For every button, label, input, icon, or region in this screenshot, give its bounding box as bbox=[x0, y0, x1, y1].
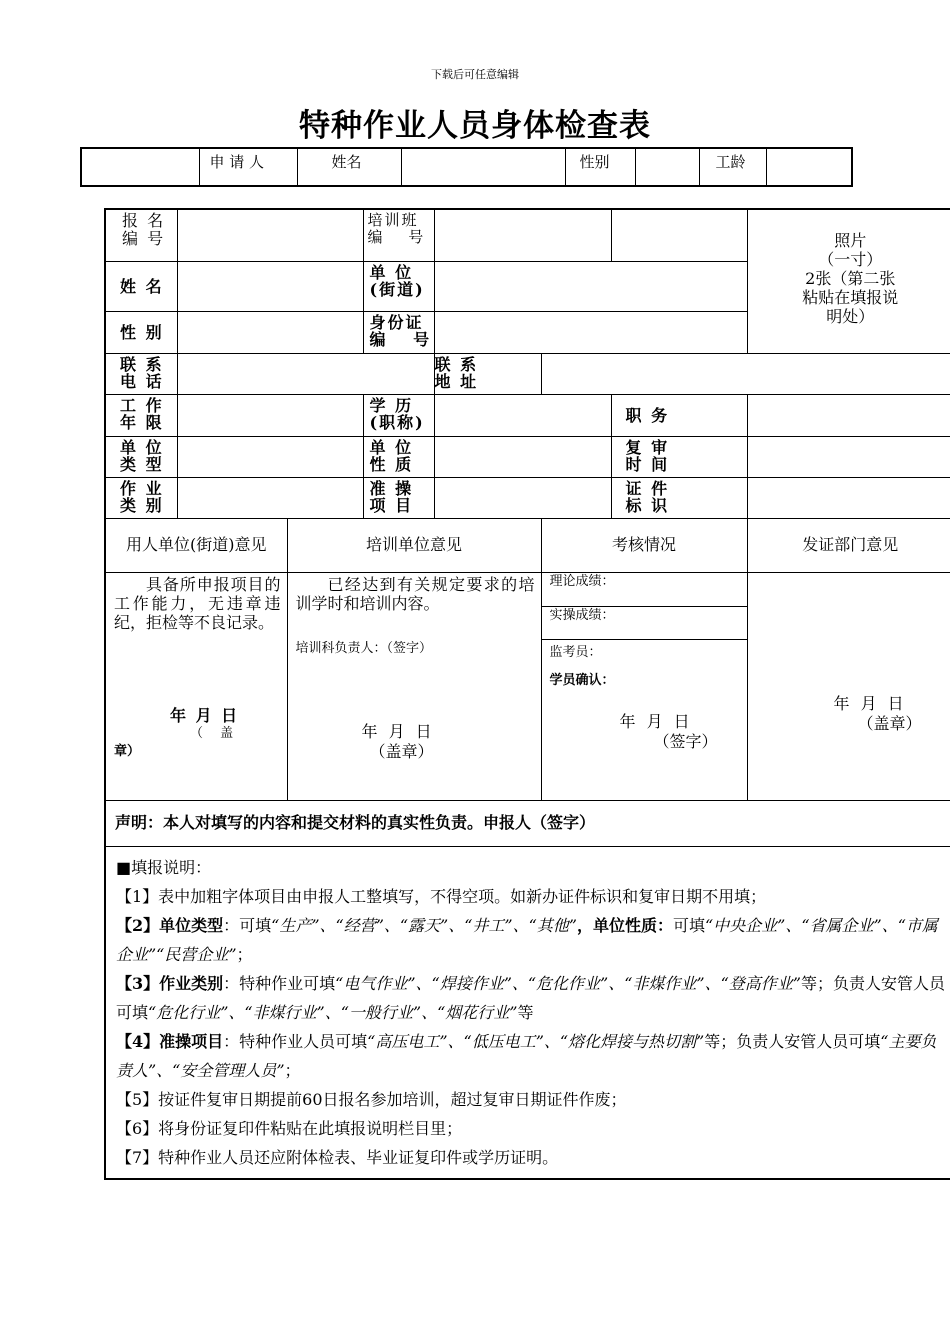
phone-field[interactable] bbox=[177, 353, 434, 394]
applicant-label: 申 请 人 bbox=[199, 148, 297, 186]
note-1: 【1】表中加粗字体项目由申报人工整填写，不得空项。如新办证件标识和复审日期不用填； bbox=[116, 886, 767, 906]
name-label: 姓名 bbox=[297, 148, 401, 186]
theory-score: 理论成绩： bbox=[542, 573, 747, 607]
unit-street-field[interactable] bbox=[434, 261, 747, 311]
class-no-extra-field[interactable] bbox=[611, 209, 747, 261]
address-field[interactable] bbox=[541, 353, 950, 394]
work-years-field[interactable] bbox=[177, 394, 363, 436]
gender-label: 性 别 bbox=[105, 311, 177, 353]
exam-sign: （签字） bbox=[653, 731, 718, 751]
seniority-field[interactable] bbox=[766, 148, 852, 186]
job-category-label: 作 业 类 别 bbox=[105, 477, 177, 518]
position-field[interactable] bbox=[747, 394, 950, 436]
employer-opinion-text: 具备所申报项目的工作能力，无违章违纪，拒检等不良记录。 bbox=[114, 574, 281, 632]
education-field[interactable] bbox=[434, 394, 611, 436]
issuer-date: 年 月 日 bbox=[833, 693, 907, 713]
unit-type-label: 单 位 类 型 bbox=[105, 436, 177, 477]
training-seal: （盖章） bbox=[369, 741, 434, 761]
position-label: 职 务 bbox=[611, 394, 747, 436]
permit-item-field[interactable] bbox=[434, 477, 611, 518]
cert-mark-field[interactable] bbox=[747, 477, 950, 518]
training-opinion-header: 培训单位意见 bbox=[287, 518, 541, 572]
employer-opinion-cell bbox=[105, 572, 287, 800]
notes-title: ■填报说明： bbox=[116, 857, 212, 877]
issuer-opinion-header: 发证部门意见 bbox=[747, 518, 950, 572]
application-form-table bbox=[104, 208, 950, 1180]
job-category-field[interactable] bbox=[177, 477, 363, 518]
phone-label: 联 系 电 话 bbox=[105, 353, 177, 394]
exam-date: 年 月 日 bbox=[619, 711, 693, 731]
training-opinion-text: 已经达到有关规定要求的培训学时和培训内容。 bbox=[295, 574, 535, 613]
address-label: 联 系 地 址 bbox=[434, 353, 541, 394]
reg-no-label: 报 名 编 号 bbox=[105, 209, 177, 261]
work-years-label: 工 作 年 限 bbox=[105, 394, 177, 436]
gender-field[interactable] bbox=[177, 311, 363, 353]
unit-street-label: 单 位 (街道) bbox=[363, 261, 434, 311]
training-opinion-cell bbox=[287, 572, 541, 800]
student-confirm: 学员确认： bbox=[549, 673, 615, 689]
assessment-cell bbox=[541, 572, 747, 800]
practice-score: 实操成绩： bbox=[542, 607, 747, 640]
issuer-opinion-cell bbox=[747, 572, 950, 800]
gender-field[interactable] bbox=[635, 148, 699, 186]
name-field[interactable] bbox=[177, 261, 363, 311]
blank-cell bbox=[81, 148, 199, 186]
review-time-field[interactable] bbox=[747, 436, 950, 477]
review-time-label: 复 审 时 间 bbox=[611, 436, 747, 477]
declaration: 声明：本人对填写的内容和提交材料的真实性负责。申报人（签字） bbox=[105, 800, 950, 846]
assessment-header: 考核情况 bbox=[541, 518, 747, 572]
note-3: 【3】作业类别：特种作业可填“电气作业”、“焊接作业”、“危化作业”、“非煤作业”、“登高作业”等；负责人安管人员可填“危化行业”、“非煤行业”、“一般行业”、“烟花行业”等 bbox=[116, 973, 945, 1022]
note-2: 【2】单位类型：可填“生产”、“经营”、“露天”、“井工”、“其他”，单位性质：可填“中央企业”、“省属企业”、“市属企业”“民营企业”； bbox=[116, 915, 938, 964]
name-field[interactable] bbox=[401, 148, 565, 186]
examiner: 监考员： bbox=[549, 644, 602, 660]
employer-seal-b: 章） bbox=[114, 743, 141, 759]
note-7: 【7】特种作业人员还应附体检表、毕业证复印件或学历证明。 bbox=[116, 1147, 559, 1167]
training-head-sign: 培训科负责人：（签字） bbox=[295, 640, 433, 656]
note-4: 【4】准操项目：特种作业人员可填“高压电工”、“低压电工”、“熔化焊接与热切割”等；负责人安管人员可填“主要负责人”、“安全管理人员”； bbox=[116, 1031, 937, 1080]
permit-item-label: 准 操 项 目 bbox=[363, 477, 434, 518]
note-5: 【5】按证件复审日期提前60日报名参加培训，超过复审日期证件作废； bbox=[116, 1089, 627, 1109]
unit-type-field[interactable] bbox=[177, 436, 363, 477]
id-no-label: 身份证 编 号 bbox=[363, 311, 434, 353]
training-date: 年 月 日 bbox=[361, 721, 435, 741]
note-6: 【6】将身份证复印件粘贴在此填报说明栏目里； bbox=[116, 1118, 463, 1138]
page-title: 特种作业人员身体检查表 bbox=[299, 108, 651, 144]
reg-no-field[interactable] bbox=[177, 209, 363, 261]
unit-nature-field[interactable] bbox=[434, 436, 611, 477]
name-label: 姓 名 bbox=[105, 261, 177, 311]
seniority-label: 工龄 bbox=[699, 148, 766, 186]
cert-mark-label: 证 件 标 识 bbox=[611, 477, 747, 518]
class-no-field[interactable] bbox=[434, 209, 611, 261]
class-no-label: 培训班 编 号 bbox=[363, 209, 434, 261]
applicant-header-table bbox=[80, 147, 853, 187]
issuer-seal: （盖章） bbox=[857, 713, 922, 733]
photo-box: 照片 （一寸） 2张（第二张 粘贴在填报说 明处） bbox=[747, 209, 950, 353]
unit-nature-label: 单 位 性 质 bbox=[363, 436, 434, 477]
top-note: 下载后可任意编辑 bbox=[431, 68, 519, 81]
education-label: 学 历 (职称) bbox=[363, 394, 434, 436]
employer-seal-a: （ 盖 bbox=[190, 725, 234, 741]
employer-date: 年 月 日 bbox=[170, 705, 240, 725]
id-no-field[interactable] bbox=[434, 311, 747, 353]
fill-instructions bbox=[105, 846, 950, 1179]
gender-label: 性别 bbox=[565, 148, 635, 186]
employer-opinion-header: 用人单位(街道)意见 bbox=[105, 518, 287, 572]
